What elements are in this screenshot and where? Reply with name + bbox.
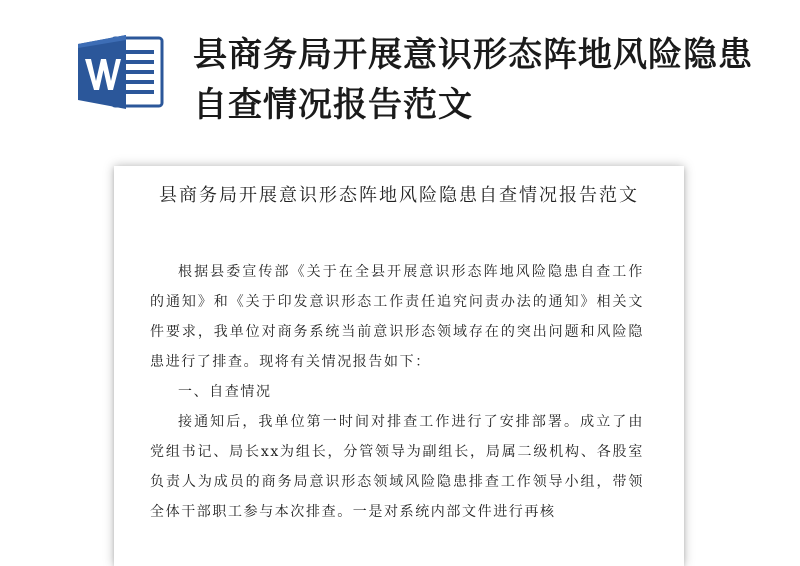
paragraph-self-check: 接通知后，我单位第一时间对排查工作进行了安排部署。成立了由党组书记、局长xx为组长，分管领导为副组长，局属二级机构、各股室负责人为成员的商务局意识形态领域风险隐患排查工作领导小组，带领全体干部职工参与本次排查。一是对系统内部文件进行再核 [150,414,644,520]
document-page [114,166,684,566]
document-body [150,257,644,527]
banner-header [0,0,800,150]
document-title: 县商务局开展意识形态阵地风险隐患自查情况报告范文 [159,185,639,206]
banner-title: 县商务局开展意识形态阵地风险隐患自查情况报告范文 [193,35,753,125]
microsoft-word-icon [76,32,166,112]
section-heading: 一、自查情况 [178,384,272,400]
paragraph-intro: 根据县委宣传部《关于在全县开展意识形态阵地风险隐患自查工作的通知》和《关于印发意识形态工作责任追究问责办法的通知》相关文件要求，我单位对商务系统当前意识形态领域存在的突出问题和风险隐患进行了排查。现将有关情况报告如下： [150,264,644,370]
